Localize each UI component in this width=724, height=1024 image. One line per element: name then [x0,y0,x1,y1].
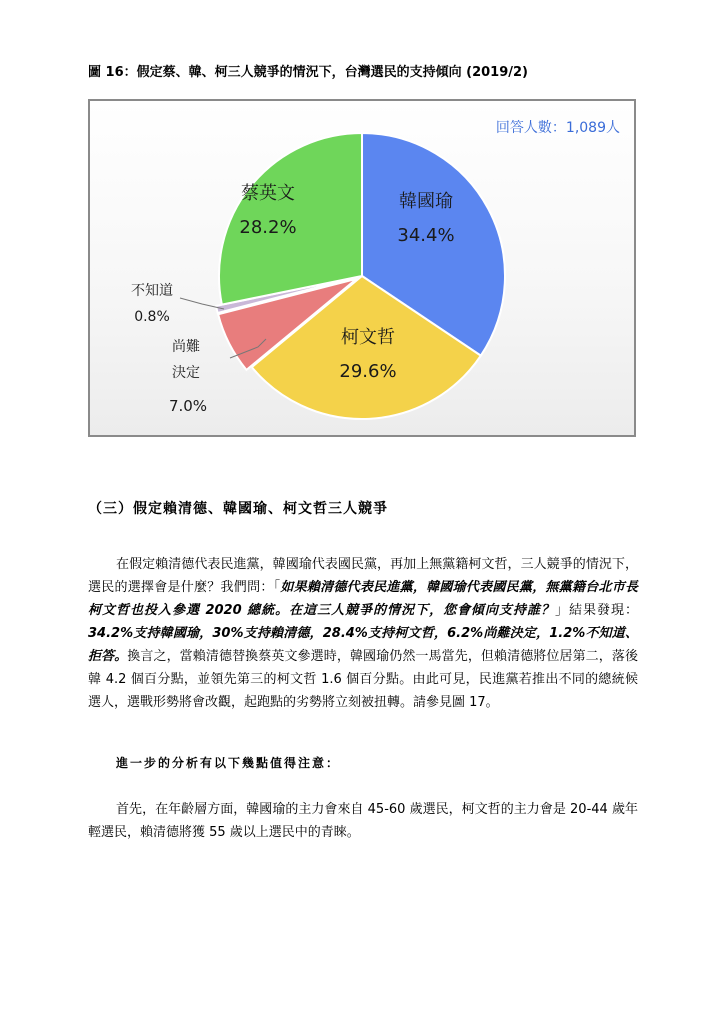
slice-value: 34.4% [397,225,455,246]
slice-label: 不知道 [131,283,173,299]
paragraph-1 [88,553,638,714]
survey-question: 如果賴清德代表民進黨，韓國瑜代表國民黨，無黨籍台北市長柯文哲也投入參選 2020 總統。在這三人競爭的情況下，您會傾向支持誰？ [88,580,638,618]
slice-label: 尚難 [172,339,200,355]
slice-label: 韓國瑜 [399,191,453,212]
leader-line [180,298,224,309]
paragraph-2 [88,798,638,844]
slice-label: 決定 [172,365,200,381]
para1-mid: 」結果發現： [555,603,638,618]
para1-lead: 在假定賴清德代表民進黨，韓國瑜代表國民黨，再加上無黨籍柯文哲，三人競爭的情況下，選民的選擇會是什麼？我們問：「 [88,557,638,595]
para1-tail: 換言之，當賴清德替換蔡英文參選時，韓國瑜仍然一馬當先，但賴清德將位居第二，落後韓 4.2 個百分點，並領先第三的柯文哲 1.6 個百分點。由此可見，民進黨若推出不同的總統候選人，選戰形勢將會改觀，起跑點的劣勢將立刻被扭轉。請參見圖 17。 [88,649,638,710]
respondents-count: 回答人數：1,089人 [495,120,620,136]
analysis-note: 進一步的分析有以下幾點值得注意： [116,756,341,770]
slice-label: 蔡英文 [241,183,295,204]
figure-caption: 圖 16：假定蔡、韓、柯三人競爭的情況下，台灣選民的支持傾向 (2019/2) [88,65,529,80]
slice-value: 0.8% [134,309,170,325]
pie-chart-figure [88,99,636,437]
pie-chart [90,101,634,435]
slice-value: 28.2% [239,217,297,238]
section-heading: （三）假定賴清德、韓國瑜、柯文哲三人競爭 [88,501,388,517]
slice-label: 柯文哲 [341,327,395,348]
survey-results: 34.2%支持韓國瑜，30%支持賴清德，28.4%支持柯文哲，6.2%尚難決定，1.2%不知道、拒答。 [88,626,638,664]
slice-value: 7.0% [168,397,208,415]
slice-value: 29.6% [339,361,397,382]
para2-text: 首先，在年齡層方面，韓國瑜的主力會來自 45-60 歲選民，柯文哲的主力會是 20-44 歲年輕選民，賴清德將獲 55 歲以上選民中的青睞。 [88,802,638,840]
